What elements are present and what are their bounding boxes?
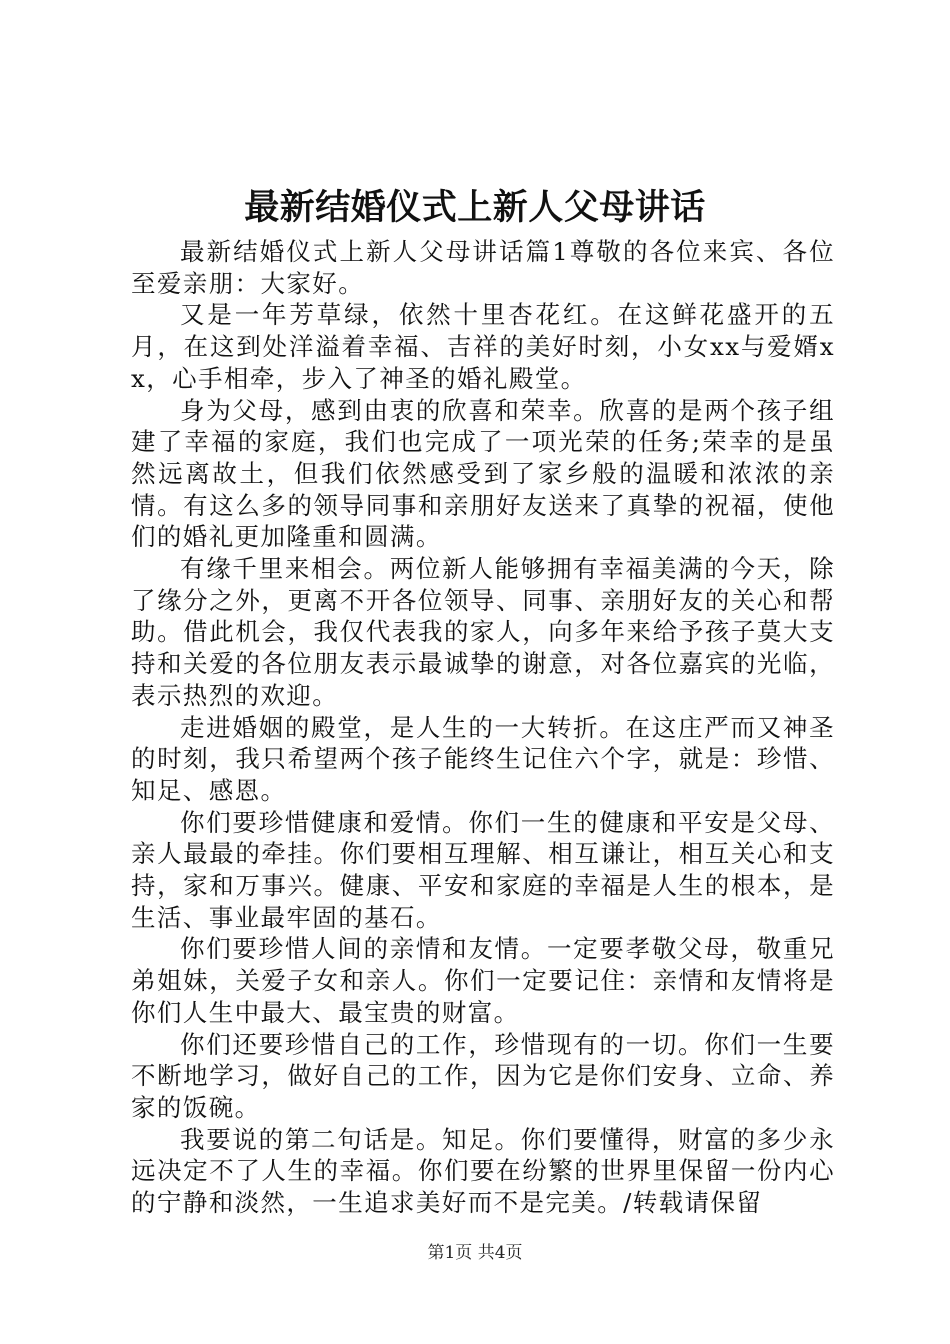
paragraph: 你们要珍惜人间的亲情和友情。一定要孝敬父母，敬重兄弟姐妹，关爱子女和亲人。你们一定要记住：亲情和友情将是你们人生中最大、最宝贵的财富。 (131, 934, 835, 1027)
paragraph: 你们还要珍惜自己的工作，珍惜现有的一切。你们一生要不断地学习，做好自己的工作，因为它是你们安身、立命、养家的饭碗。 (131, 1029, 835, 1122)
page-number-footer: 第1页 共4页 (427, 1243, 523, 1263)
paragraph: 走进婚姻的殿堂，是人生的一大转折。在这庄严而又神圣的时刻，我只希望两个孩子能终生记住六个字，就是：珍惜、知足、感恩。 (131, 712, 835, 805)
paragraph: 身为父母，感到由衷的欣喜和荣幸。欣喜的是两个孩子组建了幸福的家庭，我们也完成了一项光荣的任务;荣幸的是虽然远离故土，但我们依然感受到了家乡般的温暖和浓浓的亲情。有这么多的领导同事和亲朋好友送来了真挚的祝福，使他们的婚礼更加隆重和圆满。 (131, 395, 835, 552)
paragraph: 我要说的第二句话是。知足。你们要懂得，财富的多少永远决定不了人生的幸福。你们要在纷繁的世界里保留一份内心的宁静和淡然，一生追求美好而不是完美。/转载请保留 (131, 1124, 835, 1218)
document-title: 最新结婚仪式上新人父母讲话 (244, 187, 706, 228)
paragraph: 最新结婚仪式上新人父母讲话篇1尊敬的各位来宾、各位至爱亲朋：大家好。 (131, 237, 835, 298)
paragraph: 又是一年芳草绿，依然十里杏花红。在这鲜花盛开的五月，在这到处洋溢着幸福、吉祥的美好时刻，小女xx与爱婿xx，心手相牵，步入了神圣的婚礼殿堂。 (131, 300, 835, 393)
document-body (131, 236, 835, 1219)
paragraph: 有缘千里来相会。两位新人能够拥有幸福美满的今天，除了缘分之外，更离不开各位领导、同事、亲朋好友的关心和帮助。借此机会，我仅代表我的家人，向多年来给予孩子莫大支持和关爱的各位朋友表示最诚挚的谢意，对各位嘉宾的光临，表示热烈的欢迎。 (131, 554, 835, 710)
paragraph: 你们要珍惜健康和爱情。你们一生的健康和平安是父母、亲人最最的牵挂。你们要相互理解、相互谦让，相互关心和支持，家和万事兴。健康、平安和家庭的幸福是人生的根本，是生活、事业最牢固的基石。 (131, 807, 835, 932)
